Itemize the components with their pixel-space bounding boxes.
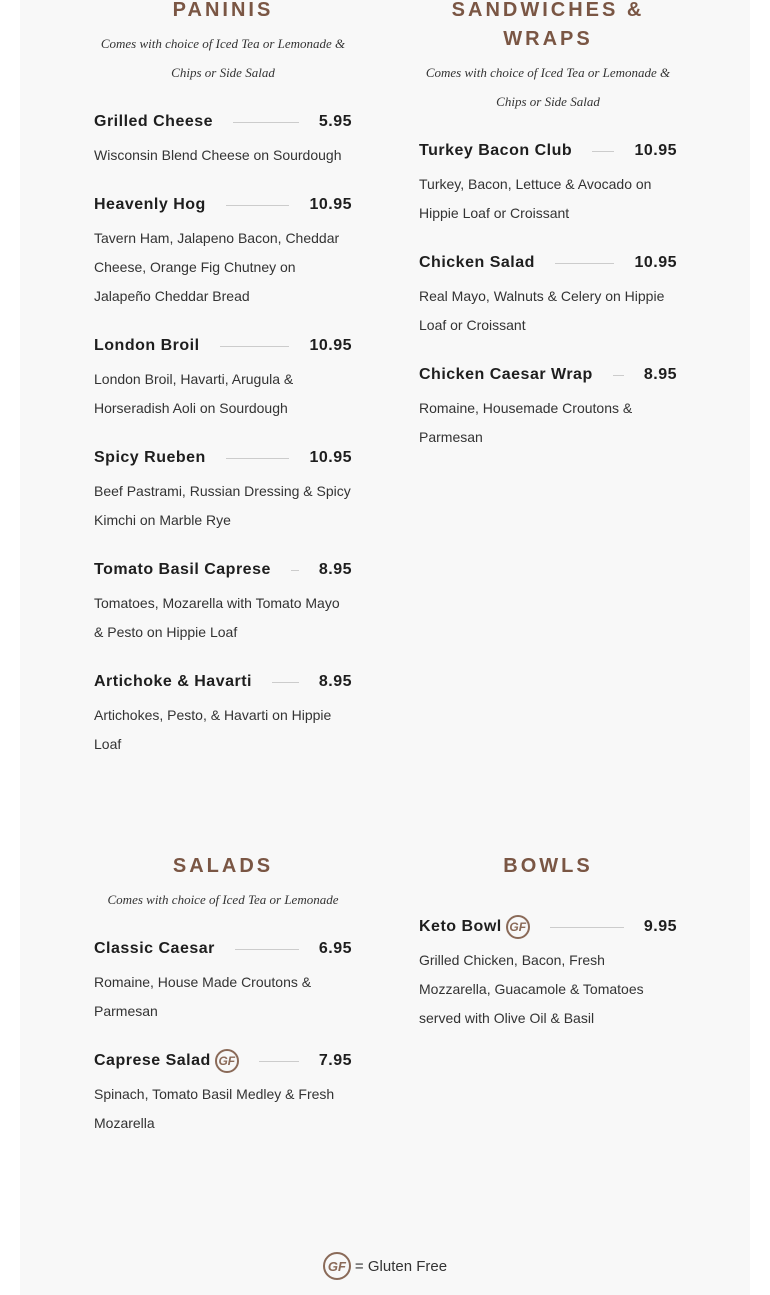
menu-item-price: 10.95 — [309, 449, 352, 466]
menu-item-description: Wisconsin Blend Cheese on Sourdough — [94, 147, 342, 163]
menu-item-price: 9.95 — [643, 918, 677, 935]
menu-item — [94, 1048, 352, 1138]
menu-item-header — [94, 936, 352, 962]
menu-item-divider — [555, 263, 615, 264]
menu-item-header — [94, 192, 352, 218]
menu-item — [419, 138, 677, 228]
gluten-free-icon: GF — [215, 1049, 239, 1073]
menu-item-price: 10.95 — [634, 254, 677, 271]
section-subtitle: Comes with choice of Iced Tea or Lemonade & Chips or Side Salad — [100, 36, 346, 80]
menu-item-divider — [291, 570, 299, 571]
menu-item — [94, 669, 352, 759]
menu-item-name: Turkey Bacon Club — [419, 142, 573, 159]
section-title: SALADS — [172, 855, 274, 877]
menu-item-description: Tomatoes, Mozarella with Tomato Mayo & Pesto on Hippie Loaf — [94, 595, 340, 640]
menu-item-description: Tavern Ham, Jalapeno Bacon, Cheddar Cheese, Orange Fig Chutney on Jalapeño Cheddar Bread — [94, 230, 340, 304]
menu-item-name: Artichoke & Havarti — [94, 673, 252, 690]
item-list — [94, 936, 352, 1138]
menu-item-price: 7.95 — [318, 1052, 352, 1069]
menu-item-price: 5.95 — [318, 113, 352, 130]
menu-item-description: London Broil, Havarti, Arugula & Horseradish Aoli on Sourdough — [94, 371, 294, 416]
menu-item-description: Spinach, Tomato Basil Medley & Fresh Mozarella — [94, 1086, 335, 1131]
legend-text: = Gluten Free — [354, 1257, 448, 1275]
menu-item-name: Spicy Rueben — [94, 449, 206, 466]
menu-item-divider — [233, 122, 299, 123]
menu-item-name: Chicken Salad — [419, 254, 535, 271]
menu-item-divider — [226, 205, 290, 206]
section-title: SANDWICHES & WRAPS — [451, 0, 645, 50]
menu-item-description: Beef Pastrami, Russian Dressing & Spicy Kimchi on Marble Rye — [94, 483, 351, 528]
menu-item-price: 6.95 — [318, 940, 352, 957]
menu-item-header — [419, 138, 677, 164]
menu-item-divider — [220, 346, 290, 347]
section-subtitle: Comes with choice of Iced Tea or Lemonade & Chips or Side Salad — [425, 65, 671, 109]
menu-item-price: 10.95 — [309, 337, 352, 354]
item-list — [419, 914, 677, 1033]
section-salads — [94, 852, 352, 1138]
menu-item-header — [94, 1048, 352, 1074]
gluten-free-legend — [0, 1252, 770, 1280]
menu-item-name: Chicken Caesar Wrap — [419, 366, 593, 383]
menu-item-description: Turkey, Bacon, Lettuce & Avocado on Hippie Loaf or Croissant — [419, 176, 652, 221]
menu-item-name: Grilled Cheese — [94, 113, 214, 130]
section-title: PANINIS — [172, 0, 274, 21]
menu-item-price: 8.95 — [643, 366, 677, 383]
item-list — [419, 138, 677, 452]
menu-item-header — [419, 250, 677, 276]
menu-item-name: Keto Bowl — [419, 918, 502, 935]
menu-item-price: 10.95 — [309, 196, 352, 213]
menu-item-name: Caprese Salad — [94, 1052, 211, 1069]
menu-item — [94, 557, 352, 647]
menu-item-divider — [226, 458, 290, 459]
item-list — [94, 109, 352, 759]
menu-item — [419, 362, 677, 452]
section-subtitle: Comes with choice of Iced Tea or Lemonade — [107, 892, 339, 907]
menu-item-header — [94, 445, 352, 471]
menu-item-header — [94, 109, 352, 135]
section-bowls — [419, 852, 677, 1033]
menu-item-description: Artichokes, Pesto, & Havarti on Hippie Loaf — [94, 707, 332, 752]
menu-item-price: 10.95 — [634, 142, 677, 159]
menu-item-description: Romaine, Housemade Croutons & Parmesan — [419, 400, 633, 445]
menu-item — [94, 445, 352, 535]
menu-item-name: Classic Caesar — [94, 940, 215, 957]
menu-item-divider — [235, 949, 299, 950]
menu-item-description: Romaine, House Made Croutons & Parmesan — [94, 974, 312, 1019]
menu-item-divider — [550, 927, 624, 928]
menu-item-price: 8.95 — [318, 561, 352, 578]
menu-item — [419, 250, 677, 340]
menu-item-name: Heavenly Hog — [94, 196, 206, 213]
menu-item-divider — [592, 151, 614, 152]
menu-item-description: Grilled Chicken, Bacon, Fresh Mozzarella, Guacamole & Tomatoes served with Olive Oil & Basil — [419, 952, 644, 1026]
menu-item-header — [419, 914, 677, 940]
gluten-free-icon: GF — [506, 915, 530, 939]
section-title: BOWLS — [503, 855, 593, 877]
menu-item — [94, 936, 352, 1026]
menu-item-description: Real Mayo, Walnuts & Celery on Hippie Loaf or Croissant — [419, 288, 665, 333]
menu-item — [94, 192, 352, 311]
gluten-free-icon: GF — [323, 1252, 351, 1280]
menu-item — [94, 333, 352, 423]
section-sandwiches — [419, 0, 677, 452]
menu-item-price: 8.95 — [318, 673, 352, 690]
menu-item-header — [419, 362, 677, 388]
menu-item-name: Tomato Basil Caprese — [94, 561, 271, 578]
menu-item — [419, 914, 677, 1033]
menu-item-header — [94, 669, 352, 695]
menu-item-divider — [613, 375, 624, 376]
section-paninis — [94, 0, 352, 759]
menu-item-divider — [272, 682, 299, 683]
menu-item-header — [94, 333, 352, 359]
menu-item-header — [94, 557, 352, 583]
menu-item-name: London Broil — [94, 337, 200, 354]
menu-item — [94, 109, 352, 170]
menu-item-divider — [259, 1061, 299, 1062]
